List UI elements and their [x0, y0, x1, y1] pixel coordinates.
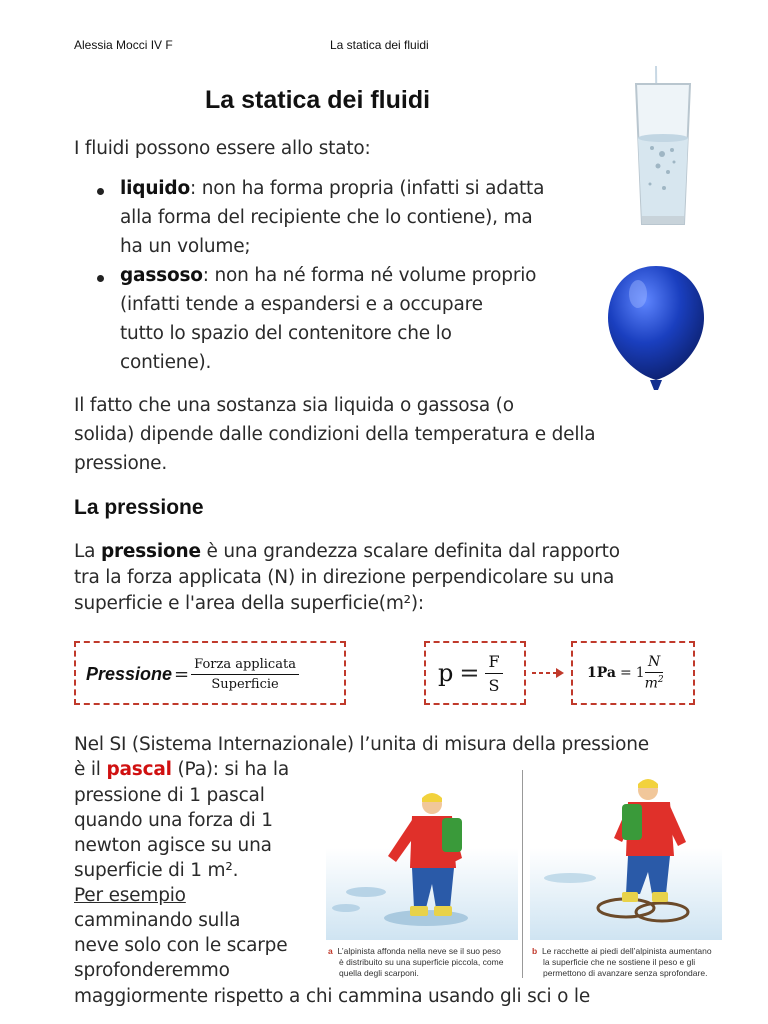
- bullet-gassoso: gassoso: non ha né forma né volume proprio: [120, 265, 537, 286]
- formula-fraction: $\frac{\text{Forza applicata}}{\text{Superficie}}$: [191, 657, 299, 692]
- si-line: pressione di 1 pascal: [74, 785, 265, 806]
- header-topic: La statica dei fluidi: [330, 38, 429, 52]
- si-line: neve solo con le scarpe: [74, 935, 288, 956]
- caption-b: b Le racchette ai piedi dell’alpinista aumentano la superficie che ne sostiene il peso e gli permettono di avanzare senza sprofondare.: [532, 946, 712, 978]
- section-heading: La pressione: [74, 496, 204, 519]
- bullet-dot: [97, 275, 104, 282]
- formula-equals: =: [174, 663, 190, 685]
- si-line: sprofonderemmo: [74, 960, 230, 981]
- definition-line: tra la forza applicata (N) in direzione perpendicolare su una: [74, 567, 615, 588]
- si-line: newton agisce su una: [74, 835, 272, 856]
- formula-fraction: $\frac{F}{S}$: [485, 652, 502, 695]
- formula-box-p: [424, 641, 526, 705]
- formula-fraction: $\frac{N}{m^2}$: [644, 654, 664, 692]
- si-line: camminando sulla: [74, 910, 241, 931]
- formula-lhs: 1Pa: [587, 665, 616, 681]
- balloon-image: [604, 262, 708, 394]
- formula-lhs: p: [438, 659, 454, 687]
- header-author: Alessia Mocci IV F: [74, 38, 173, 52]
- arrow-right-icon: [530, 666, 568, 680]
- hiker-boots-image: [326, 768, 518, 940]
- si-line: superficie di 1 m².: [74, 860, 239, 881]
- si-line: maggiormente rispetto a chi cammina usando gli sci o le: [74, 986, 591, 1007]
- caption-a: a L’alpinista affonda nella neve se il suo peso è distribuito su una superficie piccola, come quella degli scarponi.: [328, 946, 504, 978]
- bullet-gassoso-line: tutto lo spazio del contenitore che lo: [120, 323, 452, 344]
- example-label: Per esempio: [74, 885, 186, 906]
- bullet-gassoso-line: (infatti tende a espandersi e a occupare: [120, 294, 483, 315]
- definition-line: superficie e l'area della superficie(m²):: [74, 593, 424, 614]
- formula-equals: =: [459, 659, 480, 687]
- formula-box-pascal: [571, 641, 695, 705]
- intro-text: I fluidi possono essere allo stato:: [74, 138, 371, 159]
- formula-lhs: Pressione: [86, 663, 173, 684]
- si-line: è il pascal (Pa): si ha la: [74, 759, 289, 780]
- si-line: Nel SI (Sistema Internazionale) l’unita di misura della pressione: [74, 734, 649, 755]
- bullet-liquido-line: ha un volume;: [120, 236, 251, 257]
- paragraph-line: solida) dipende dalle condizioni della temperatura e della: [74, 424, 596, 445]
- page-title: La statica dei fluidi: [205, 86, 431, 114]
- formula-coefficient: 1: [635, 665, 645, 681]
- bullet-gassoso-line: contiene).: [120, 352, 212, 373]
- water-glass-image: [628, 66, 698, 231]
- formula-equals: =: [619, 665, 632, 681]
- paragraph-line: Il fatto che una sostanza sia liquida o gassosa (o: [74, 395, 514, 416]
- si-line: quando una forza di 1: [74, 810, 273, 831]
- paragraph-line: pressione.: [74, 453, 168, 474]
- bullet-liquido: liquido: non ha forma propria (infatti si adatta: [120, 178, 545, 199]
- hiker-snowshoes-image: [530, 768, 722, 940]
- bullet-dot: [97, 188, 104, 195]
- panel-divider: [522, 770, 523, 978]
- bullet-liquido-line: alla forma del recipiente che lo contiene), ma: [120, 207, 533, 228]
- formula-box-pressione: [74, 641, 346, 705]
- definition-line: La pressione è una grandezza scalare definita dal rapporto: [74, 541, 620, 562]
